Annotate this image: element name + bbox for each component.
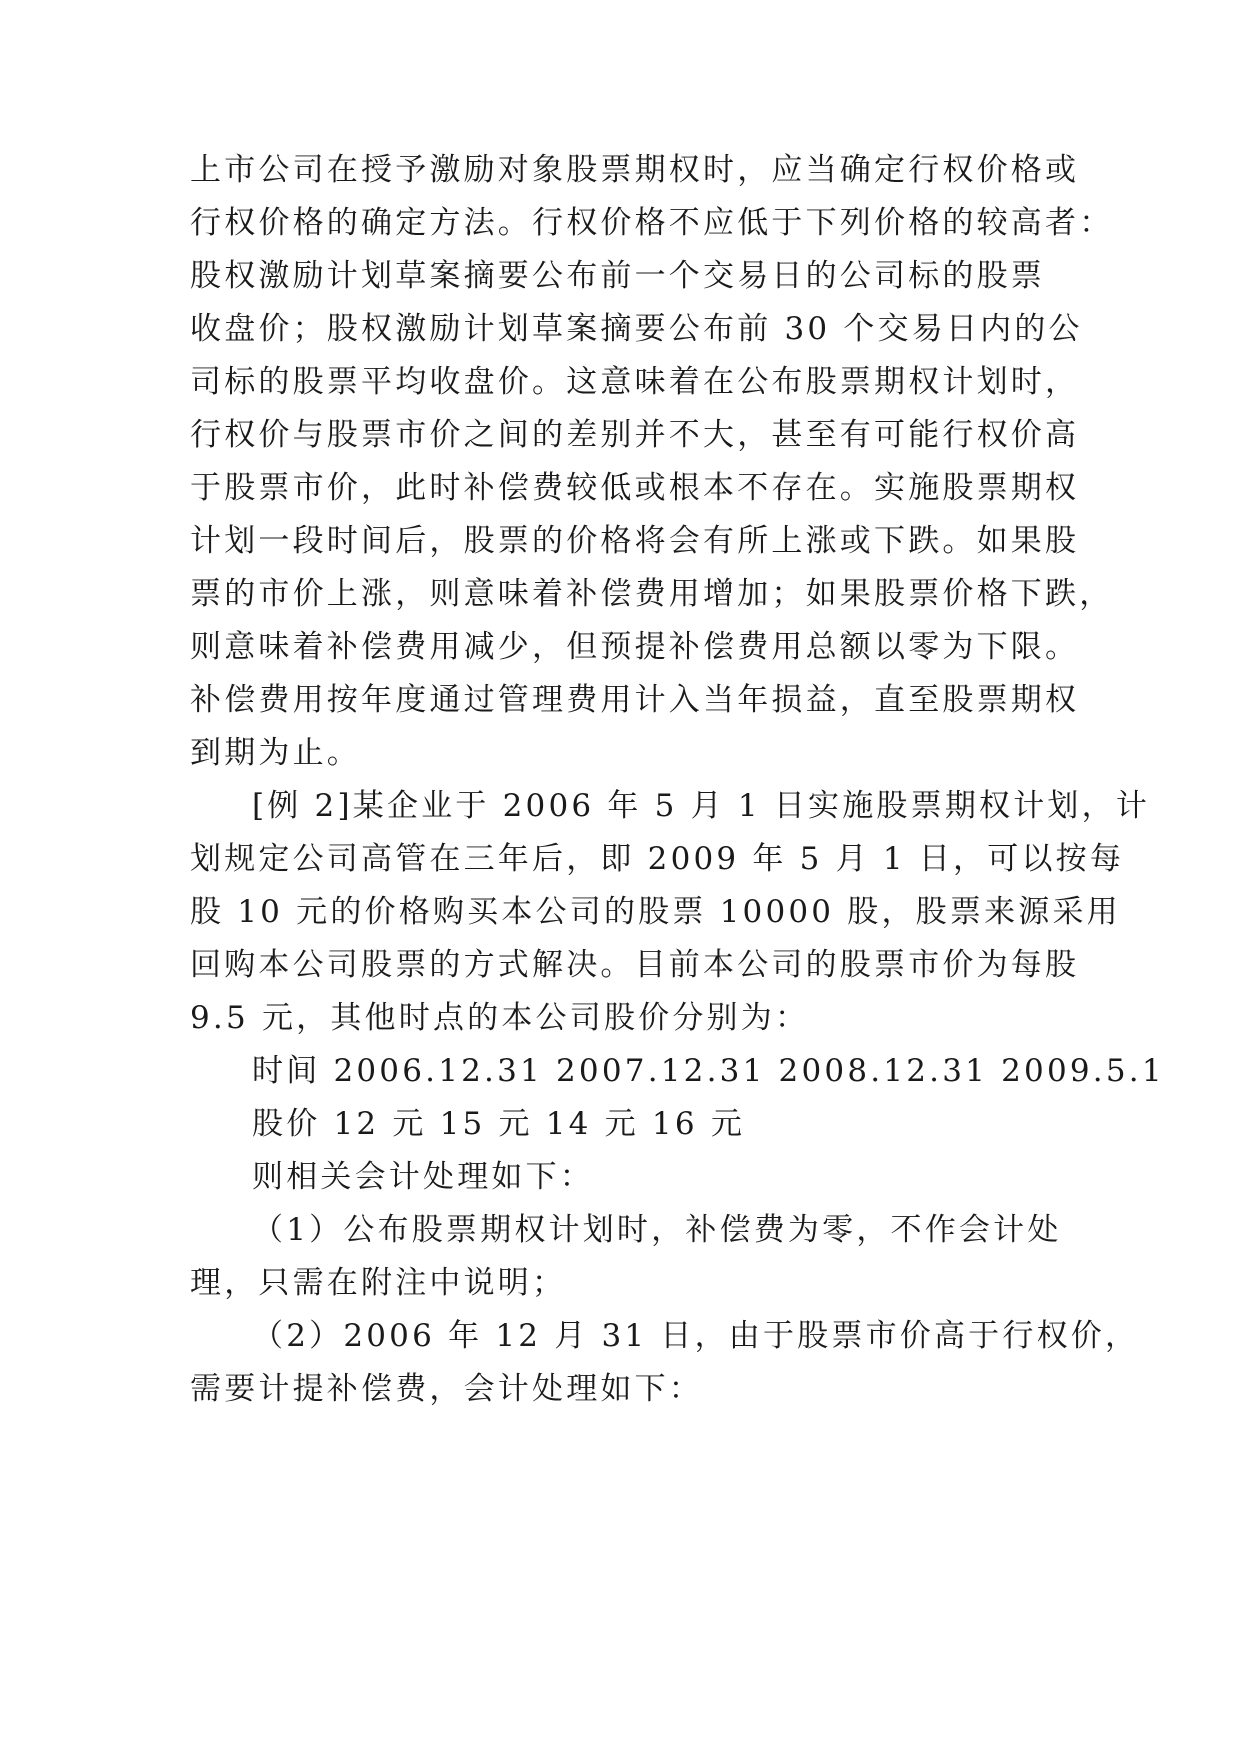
paragraph-line: 补偿费用按年度通过管理费用计入当年损益，直至股票期权 bbox=[190, 682, 1080, 718]
paragraph-line: 司标的股票平均收盘价。这意味着在公布股票期权计划时， bbox=[190, 364, 1080, 400]
numbered-item-line: （1）公布股票期权计划时，补偿费为零，不作会计处 bbox=[252, 1212, 1062, 1248]
paragraph-line: 股 10 元的价格购买本公司的股票 10000 股，股票来源采用 bbox=[190, 894, 1121, 930]
numbered-item-line: （2）2006 年 12 月 31 日，由于股票市价高于行权价， bbox=[252, 1318, 1140, 1354]
paragraph-line: 9.5 元，其他时点的本公司股价分别为： bbox=[190, 1000, 810, 1036]
paragraph-line: 则意味着补偿费用减少，但预提补偿费用总额以零为下限。 bbox=[190, 629, 1080, 665]
paragraph-line: 回购本公司股票的方式解决。目前本公司的股票市价为每股 bbox=[190, 947, 1080, 983]
paragraph-line: 于股票市价，此时补偿费较低或根本不存在。实施股票期权 bbox=[190, 470, 1080, 506]
paragraph-line: 行权价与股票市价之间的差别并不大，甚至有可能行权价高 bbox=[190, 417, 1080, 453]
paragraph-line: 收盘价；股权激励计划草案摘要公布前 30 个交易日内的公 bbox=[190, 311, 1083, 347]
time-row: 时间 2006.12.31 2007.12.31 2008.12.31 2009.5.1 bbox=[252, 1053, 1165, 1089]
paragraph-line: 则相关会计处理如下： bbox=[252, 1159, 594, 1195]
paragraph-line: 股权激励计划草案摘要公布前一个交易日的公司标的股票 bbox=[190, 258, 1045, 294]
paragraph-line: 到期为止。 bbox=[190, 735, 361, 771]
example-heading-line: [例 2]某企业于 2006 年 5 月 1 日实施股票期权计划，计 bbox=[252, 788, 1151, 824]
paragraph-line: 上市公司在授予激励对象股票期权时，应当确定行权价格或 bbox=[190, 152, 1080, 188]
paragraph-line: 票的市价上涨，则意味着补偿费用增加；如果股票价格下跌， bbox=[190, 576, 1114, 612]
paragraph-line: 划规定公司高管在三年后，即 2009 年 5 月 1 日，可以按每 bbox=[190, 841, 1125, 877]
price-row: 股价 12 元 15 元 14 元 16 元 bbox=[252, 1106, 746, 1142]
paragraph-line: 需要计提补偿费，会计处理如下： bbox=[190, 1371, 703, 1407]
paragraph-line: 行权价格的确定方法。行权价格不应低于下列价格的较高者： bbox=[190, 205, 1114, 241]
paragraph-line: 理，只需在附注中说明； bbox=[190, 1265, 567, 1301]
paragraph-line: 计划一段时间后，股票的价格将会有所上涨或下跌。如果股 bbox=[190, 523, 1080, 559]
